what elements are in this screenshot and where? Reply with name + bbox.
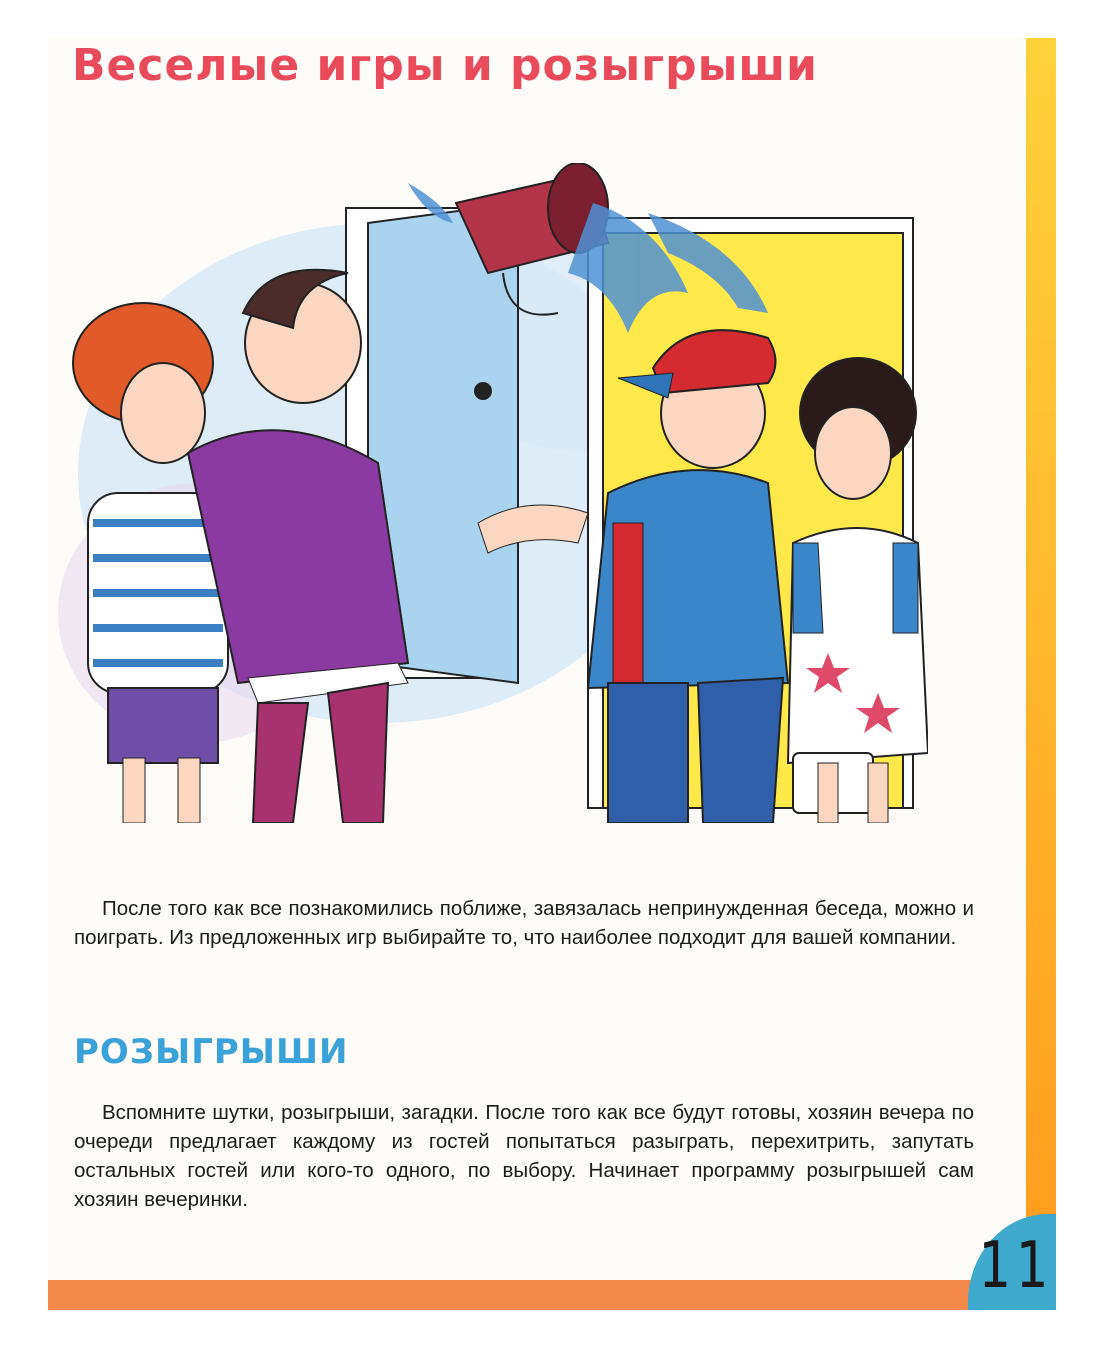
section-heading: РОЗЫГРЫШИ bbox=[74, 1032, 349, 1072]
page-title: Веселые игры и розыгрыши bbox=[72, 40, 818, 91]
page-number: 11 bbox=[978, 1229, 1053, 1303]
girl-right bbox=[788, 358, 928, 823]
book-page bbox=[48, 38, 1056, 1310]
prank-illustration bbox=[48, 163, 928, 823]
girl-left bbox=[73, 303, 228, 823]
bottom-color-band bbox=[48, 1280, 1056, 1310]
page-number-badge bbox=[968, 1214, 1056, 1310]
right-color-band bbox=[1026, 38, 1056, 1310]
intro-paragraph: После того как все познакомились поближе, завязалась непринужденная беседа, можно и поиграть. Из предложенных игр выбирайте то, что наиболее подходит для вашей компании. bbox=[74, 897, 974, 949]
section-paragraph: Вспомните шутки, розыгрыши, загадки. После того как все будут готовы, хозяин вечера по очереди предлагает каждому из гостей попытаться разыграть, перехитрить, запутать остальных гостей или кого-то одного, по выбору. Начинает программу розыгрышей сам хозяин вечеринки. bbox=[74, 1101, 974, 1211]
